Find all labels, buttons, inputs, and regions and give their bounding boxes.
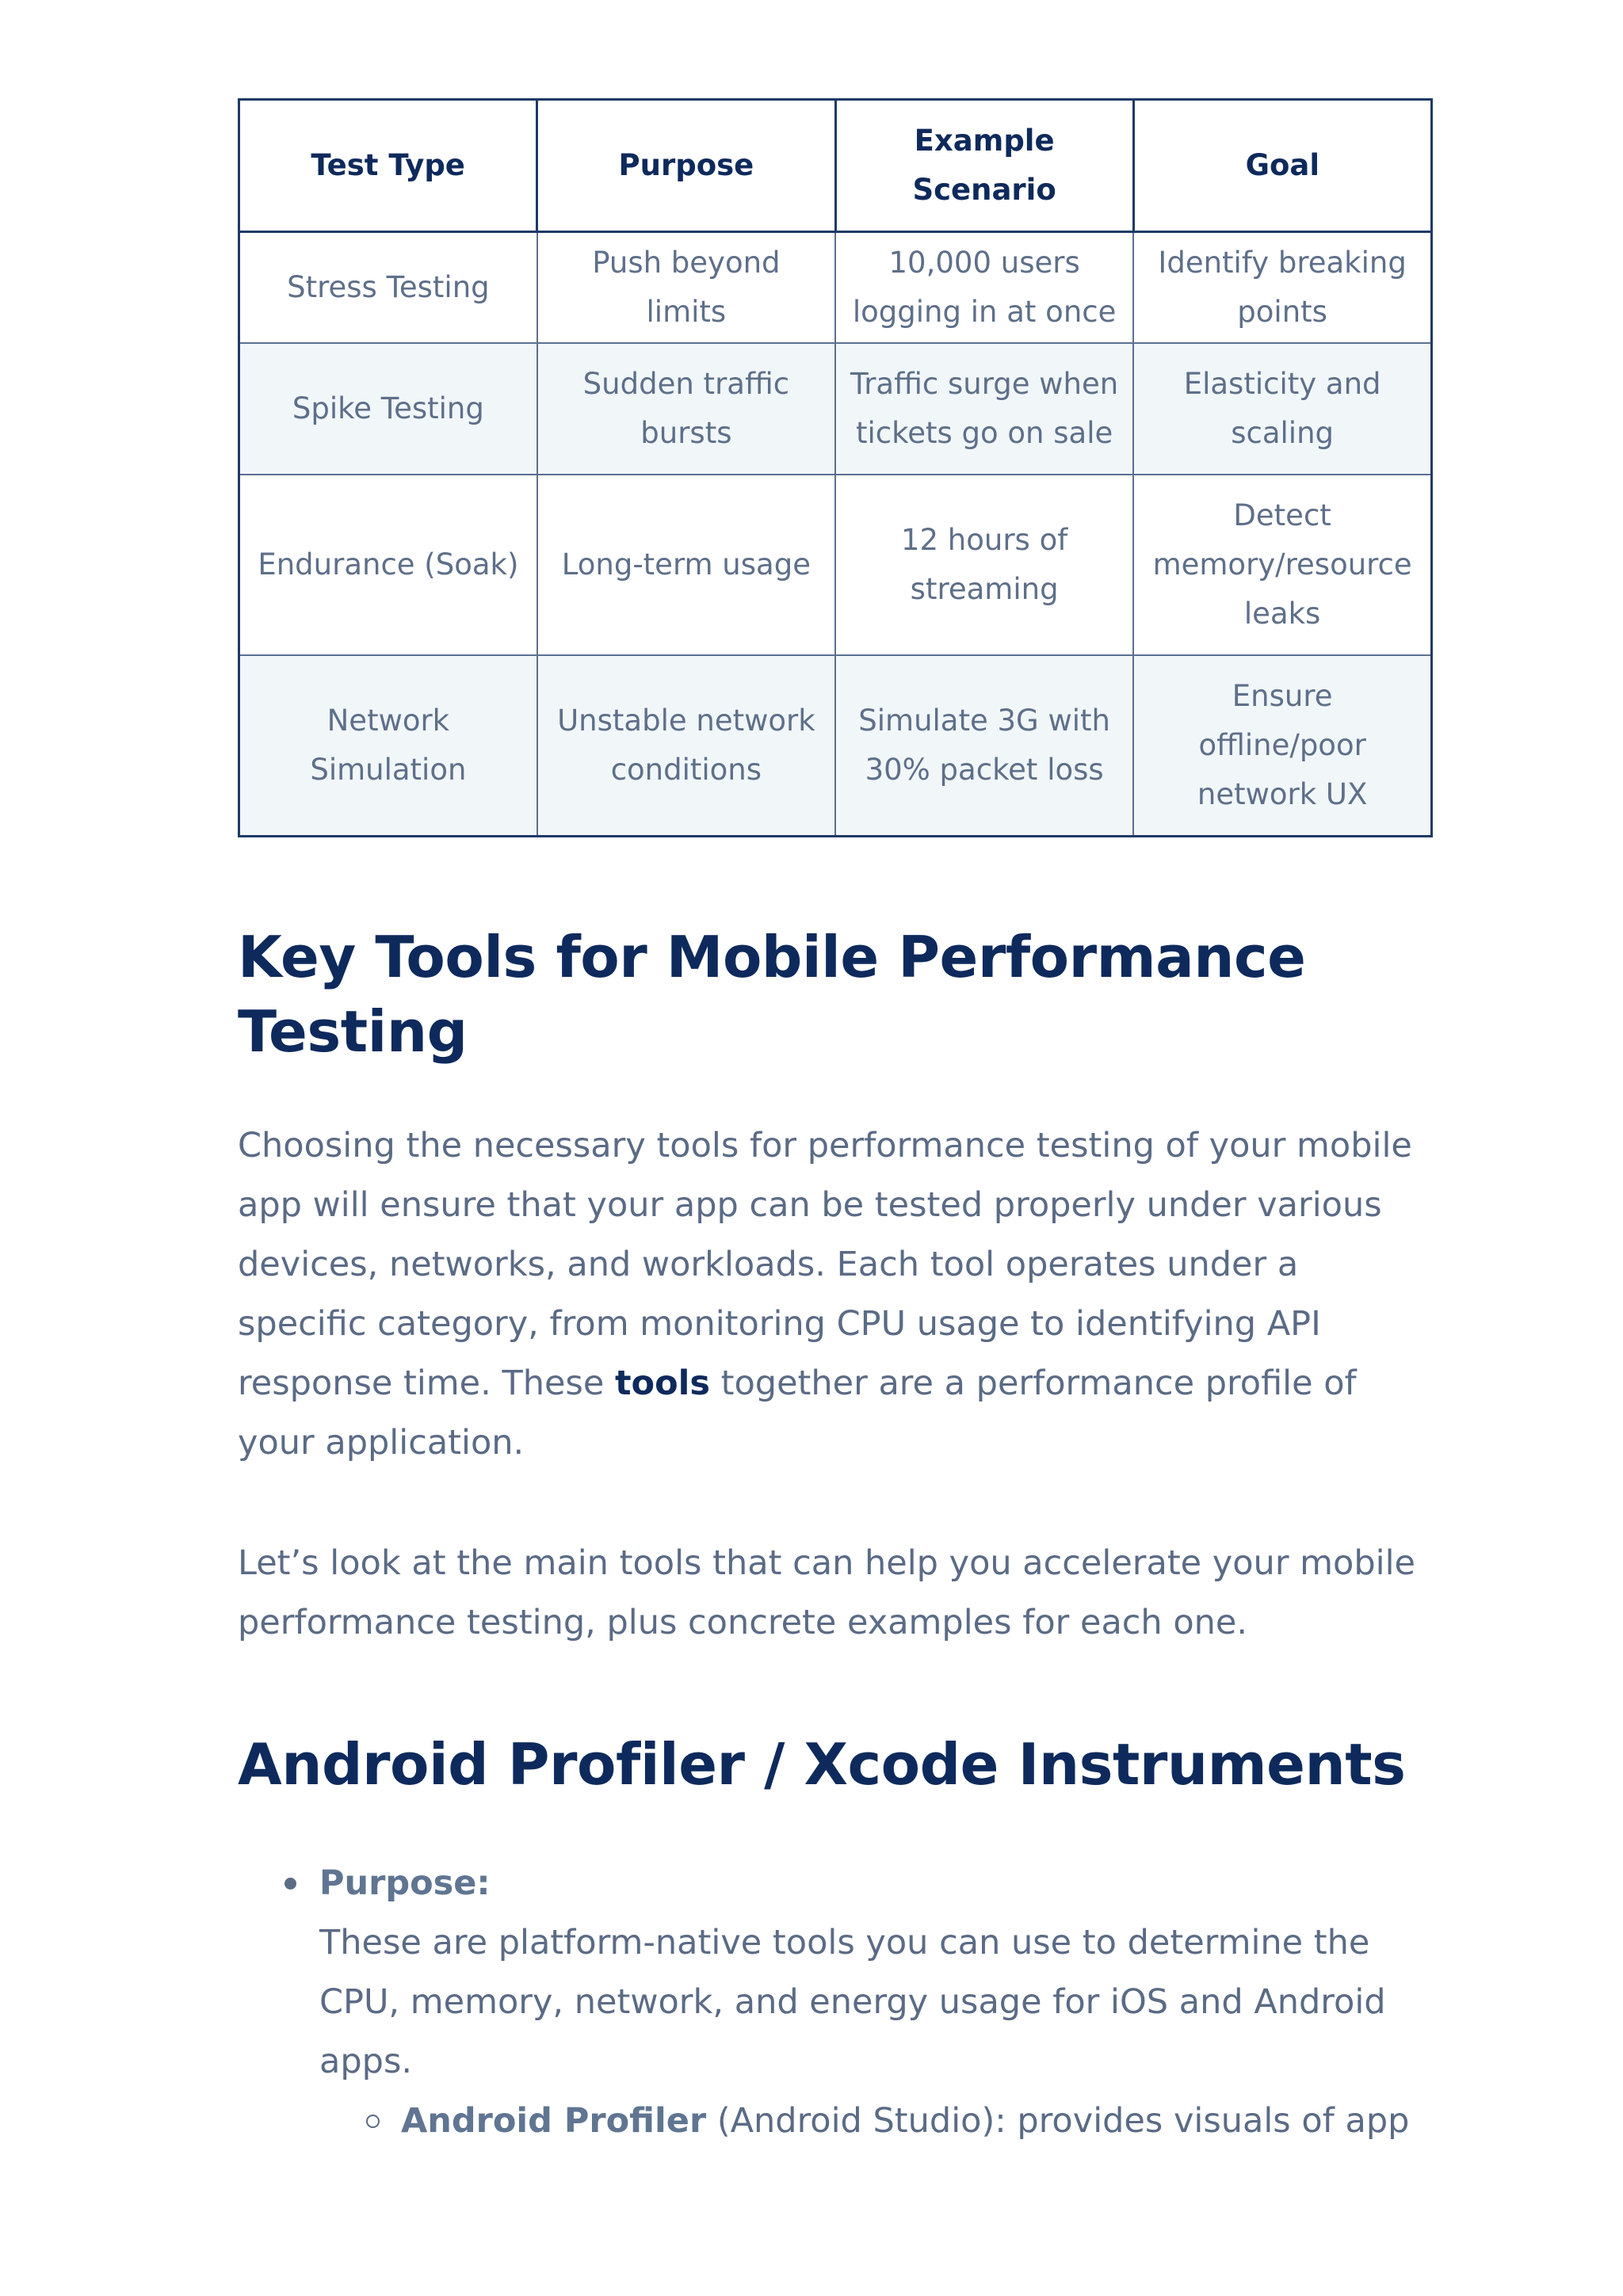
article-content	[238, 98, 1433, 2151]
android-profiler-label: Android Profiler	[401, 2101, 707, 2141]
table-header-row	[239, 100, 1432, 232]
tools-lead-paragraph: Let’s look at the main tools that can help you accelerate your mobile performance testing, plus concrete examples for each one.	[238, 1543, 1415, 1642]
table-cell: Spike Testing	[239, 343, 537, 475]
purpose-text: These are platform-native tools you can use to determine the CPU, memory, network, and energy usage for iOS and Android apps.	[319, 1923, 1386, 2081]
table-row	[239, 343, 1432, 475]
table-cell: 10,000 users logging in at once	[835, 232, 1133, 344]
table-cell: Unstable network conditions	[537, 655, 835, 837]
tools-intro-paragraph	[238, 1116, 1433, 1473]
table-row	[239, 232, 1432, 344]
table-cell: Push beyond limits	[537, 232, 835, 344]
header-test-type: Test Type	[239, 100, 537, 232]
table-cell: Identify breaking points	[1133, 232, 1431, 344]
header-example-scenario: Example Scenario	[835, 100, 1133, 232]
performance-tests-table	[238, 98, 1433, 837]
bullet-dot-icon	[285, 1878, 296, 1890]
table-cell: Traffic surge when tickets go on sale	[835, 343, 1133, 475]
tools-bold-word: tools	[614, 1363, 710, 1403]
table-cell: Detect memory/resource leaks	[1133, 475, 1431, 655]
table-cell: Sudden traffic bursts	[537, 343, 835, 475]
table-cell: Ensure offline/poor network UX	[1133, 655, 1431, 837]
table-cell: Network Simulation	[239, 655, 537, 837]
profiler-heading: Android Profiler / Xcode Instruments	[238, 1731, 1406, 1798]
table-row	[239, 655, 1432, 837]
table-row	[239, 475, 1432, 655]
list-item-android-profiler	[401, 2092, 1433, 2151]
tools-intro-text-end: together are a performance profile of your application.	[238, 1363, 1357, 1463]
android-profiler-text: (Android Studio): provides visuals of app	[706, 2101, 1410, 2141]
profiler-sublist	[319, 2092, 1433, 2151]
header-purpose: Purpose	[537, 100, 835, 232]
list-item-purpose	[319, 1854, 1433, 2151]
table-cell: Elasticity and scaling	[1133, 343, 1431, 475]
purpose-label: Purpose:	[319, 1863, 491, 1903]
table-cell: Long-term usage	[537, 475, 835, 655]
table-cell: Stress Testing	[239, 232, 537, 344]
profiler-list	[238, 1854, 1433, 2151]
table-cell: Endurance (Soak)	[239, 475, 537, 655]
key-tools-heading: Key Tools for Mobile Performance Testing	[238, 924, 1306, 1065]
tools-intro-text: Choosing the necessary tools for performance testing of your mobile app will ensure that your app can be tested properly under various devices, networks, and workloads. Each tool operates under a specific category, from monitoring CPU usage to identifying API response time. These	[238, 1126, 1412, 1403]
bullet-circle-icon	[366, 2115, 380, 2128]
header-goal: Goal	[1133, 100, 1431, 232]
table-cell: Simulate 3G with 30% packet loss	[835, 655, 1133, 837]
table-cell: 12 hours of streaming	[835, 475, 1133, 655]
